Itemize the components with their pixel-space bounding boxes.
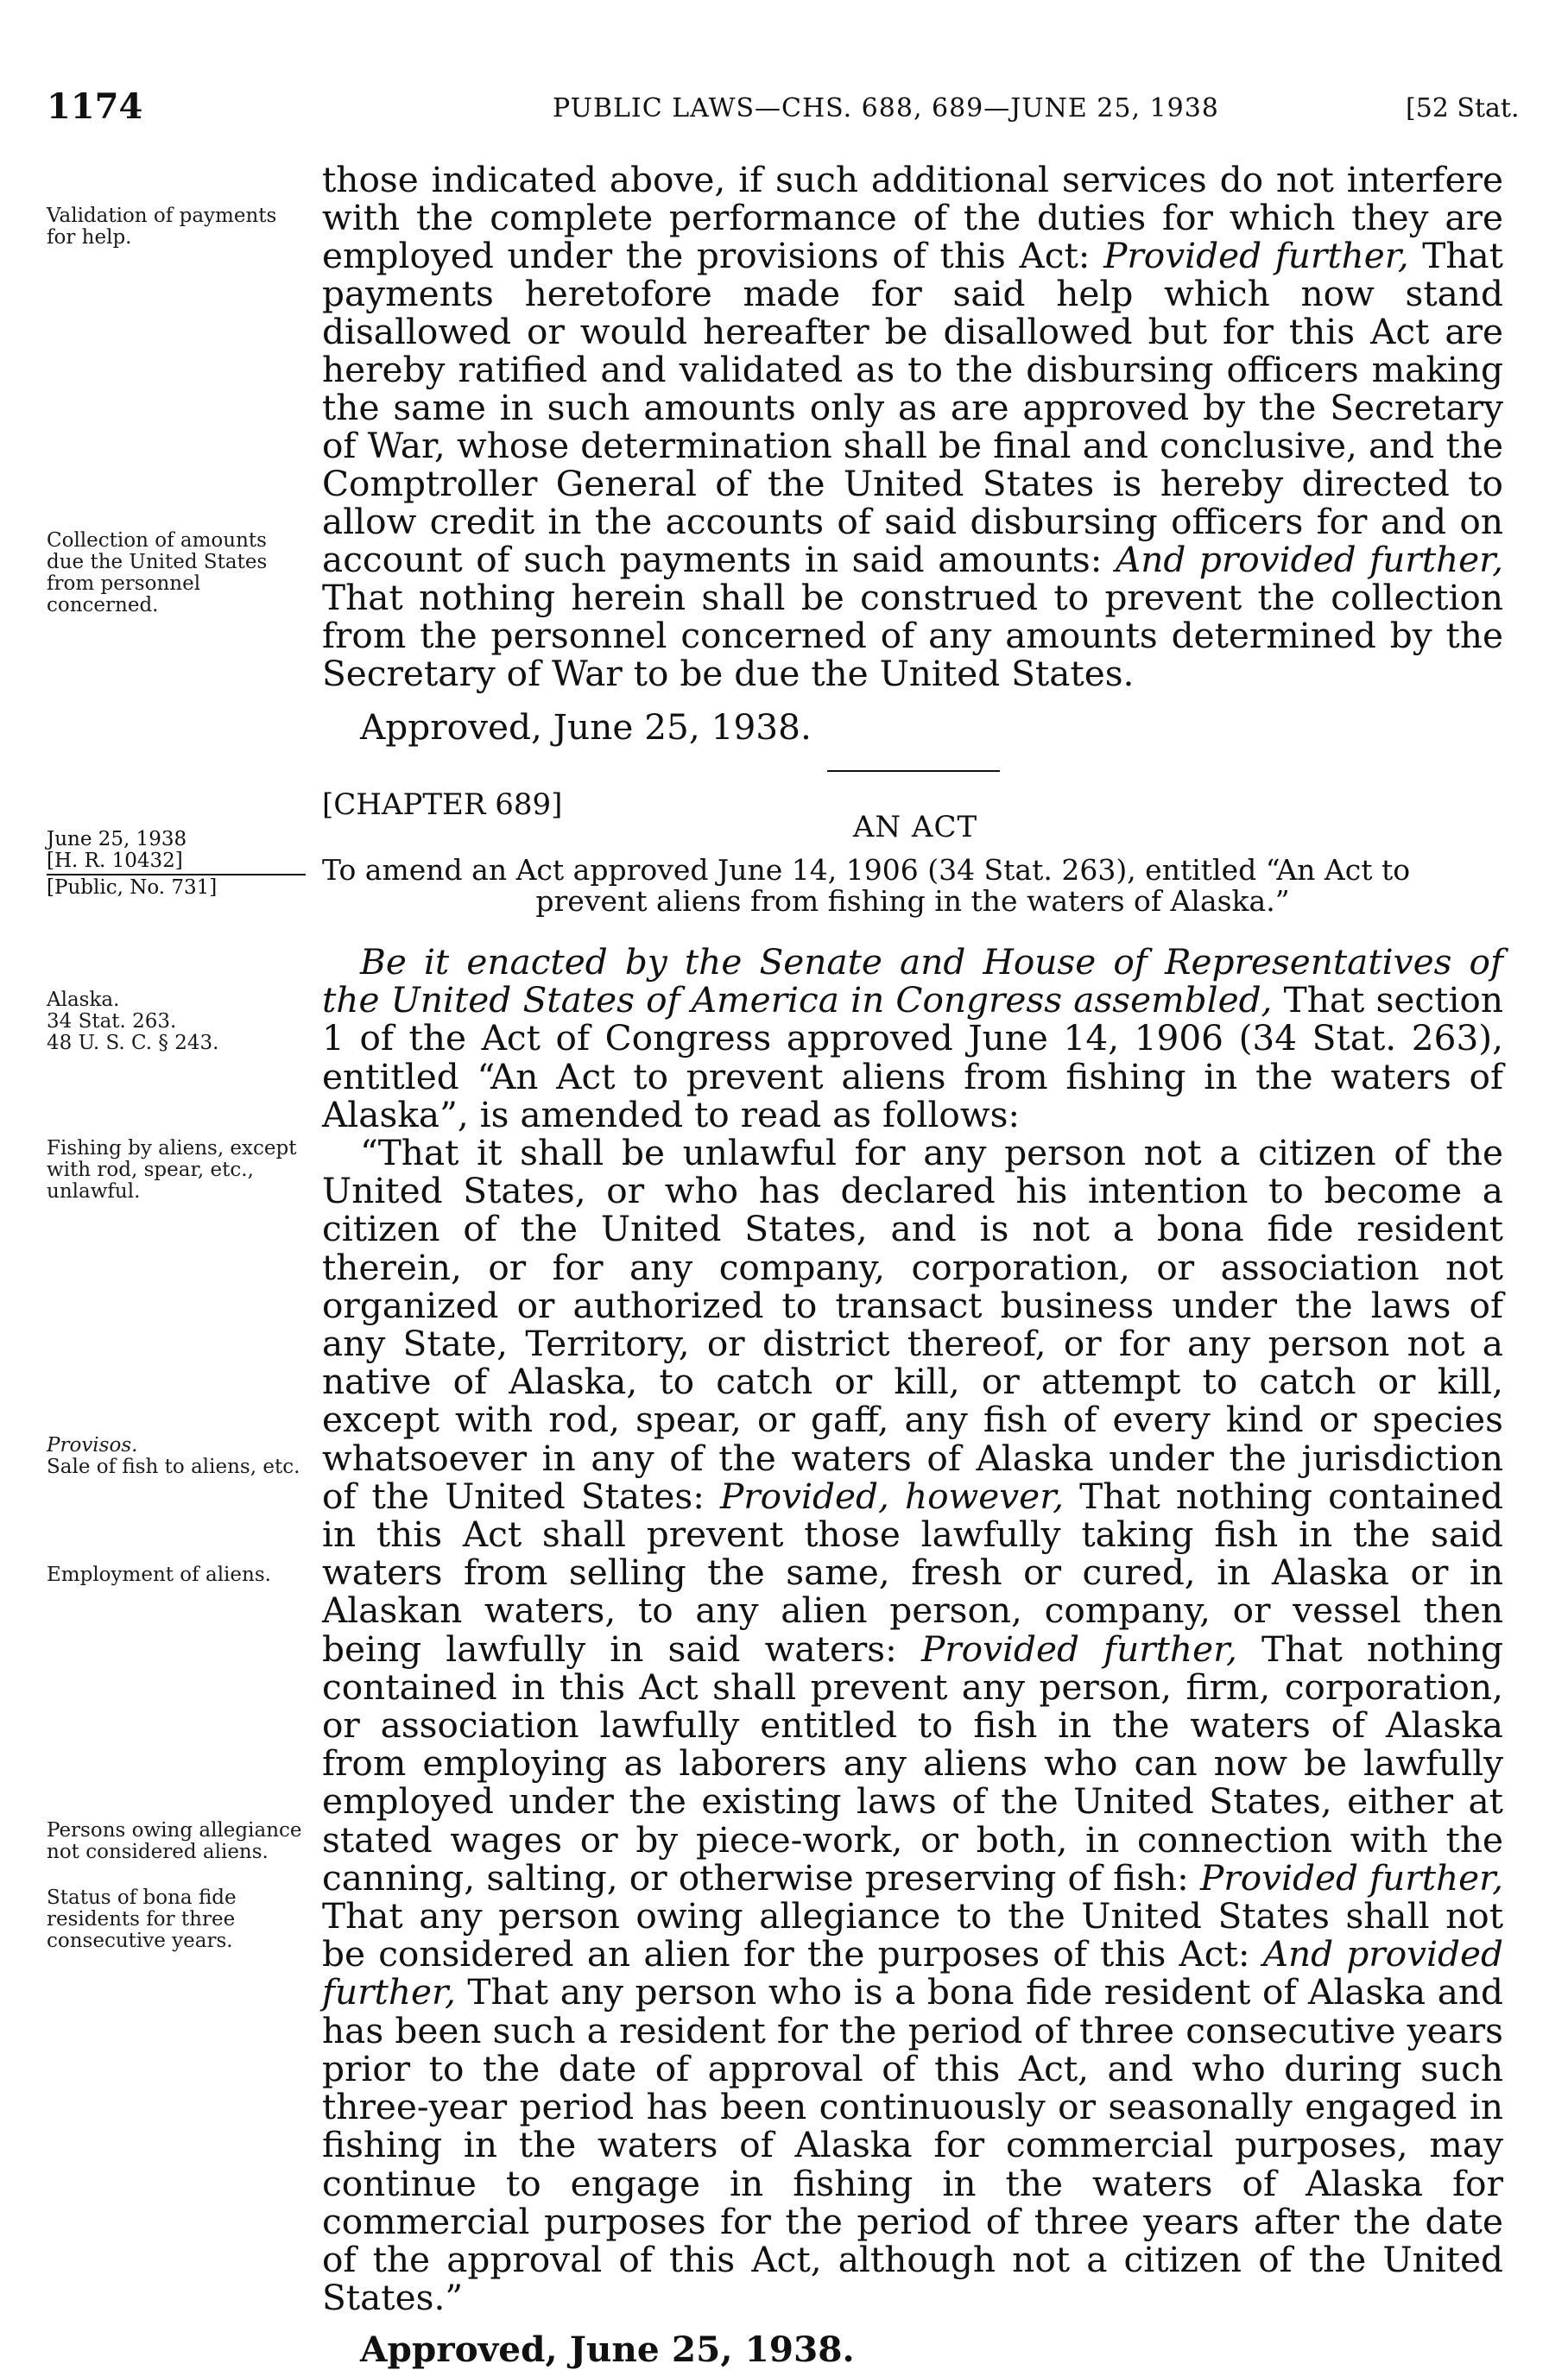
margin-note-allegiance: Persons owing allegiance not considered aliens. <box>47 1819 302 1863</box>
proviso-label: Provided, however, <box>719 1475 1065 1517</box>
approval-line: Approved, June 25, 1938. <box>360 2329 855 2370</box>
proviso-label: Provided further, <box>1103 235 1409 276</box>
page-number: 1174 <box>47 86 143 127</box>
act-heading: AN ACT <box>852 810 978 844</box>
bill-number: [H. R. 10432] <box>47 850 306 875</box>
margin-note-fishing: Fishing by aliens, except with rod, spear, etc., unlawful. <box>47 1137 297 1203</box>
chapter-688-continuation <box>322 161 1503 746</box>
page-header <box>0 86 1568 138</box>
section-divider <box>827 770 1000 772</box>
purpose-line-1: To amend an Act approved June 14, 1906 (34 Stat. 263), entitled “An Act to <box>322 853 1411 887</box>
public-law-number: [Public, No. 731] <box>47 876 218 899</box>
running-head: PUBLIC LAWS—CHS. 688, 689—JUNE 25, 1938 <box>553 93 1219 123</box>
margin-note-employment: Employment of aliens. <box>47 1564 271 1586</box>
purpose-line-2: prevent aliens from fishing in the waters of Alaska.” <box>535 884 1290 918</box>
bill-info <box>47 829 306 899</box>
enactment-date: June 25, 1938 <box>47 828 187 850</box>
act-purpose <box>322 855 1503 917</box>
volume-reference: [52 Stat. <box>1406 93 1520 123</box>
margin-note-validation: Validation of payments for help. <box>47 205 277 249</box>
margin-note-alaska: Alaska. 34 Stat. 263. 48 U. S. C. § 243. <box>47 989 219 1054</box>
margin-note-status: Status of bona fide residents for three consecutive years. <box>47 1887 237 1952</box>
approval-line: Approved, June 25, 1938. <box>360 706 812 748</box>
proviso-label: And provided further, <box>1115 539 1503 580</box>
chapter-689-body <box>322 943 1503 2369</box>
proviso-label: Provided further, <box>920 1627 1237 1670</box>
proviso-label: Provided further, <box>1200 1856 1503 1899</box>
enacting-clause: Be it enacted by the Senate and House of Representatives of the United States of America in Congress assembled, <box>322 941 1503 1021</box>
margin-note-collection: Collection of amounts due the United States from personnel concerned. <box>47 529 268 616</box>
amended-section-text: “That it shall be unlawful for any person not a citizen of the United States, or who has declared his intention to become a citizen of the United States, and is not a bona fide resident therein, or for any company, corporation, or association not organized or authorized to transact business under the laws of any State, Territory, or district thereof, or for any person not a native of Alaska, to catch or kill, or attempt to catch or kill, except with rod, spear, or gaff, any fish of every kind or species whatsoever in any of the waters of Alaska under the jurisdiction of the United States: Provided, however, That nothing contained in this Act shall prevent those lawfully taking fish in the said waters from selling the same, fresh or cured, in Alaska or in Alaskan waters, to any alien person, company, or vessel then being lawfully in said waters: Provided further, That nothing contained in this Act shall prevent any person, firm, corporation, or association lawfully entitled to fish in the waters of Alaska from employing as laborers any aliens who can now be lawfully employed under the existing laws of the United States, either at stated wages or by piece-work, or both, in connection with the canning, salting, or otherwise preserving of fish: Provided further, That any person owing allegiance to the United States shall not be considered an alien for the purposes of this Act: And provided further, That any person who is a bona fide resident of Alaska and has been such a resident for the period of three consecutive years prior to the date of approval of this Act, and who during such three-year period has been continuously or seasonally engaged in fishing in the waters of Alaska for commercial purposes, may continue to engage in fishing in the waters of Alaska for commercial purposes for the period of three years after the date of the approval of this Act, although not a citizen of the United States.” <box>322 1132 1503 2319</box>
chapter-688-paragraph: those indicated above, if such additional services do not interfere with the complete performance of the duties for which they are employed under the provisions of this Act: Provided further, That payments heretofore made for said help which now stand disallowed or would hereafter be disallowed but for this Act are hereby ratified and validated as to the disbursing officers making the same in such amounts only as are approved by the Secretary of War, whose determination shall be final and conclusive, and the Comptroller General of the United States is hereby directed to allow credit in the accounts of said disbursing officers for and on account of such payments in said amounts: And provided further, That nothing herein shall be construed to prevent the collection from the personnel concerned of any amounts determined by the Secretary of War to be due the United States. <box>322 159 1503 694</box>
proviso-label: And provided further, <box>322 1933 1503 2013</box>
chapter-label: [CHAPTER 689] <box>322 787 563 822</box>
margin-note-provisos: Provisos. Sale of fish to aliens, etc. <box>47 1434 300 1478</box>
enacting-paragraph: Be it enacted by the Senate and House of Representatives of the United States of America in Congress assembled, That section 1 of the Act of Congress approved June 14, 1906 (34 Stat. 263), entitled “An Act to prevent aliens from fishing in the waters of Alaska”, is amended to read as follows: <box>322 941 1503 1135</box>
